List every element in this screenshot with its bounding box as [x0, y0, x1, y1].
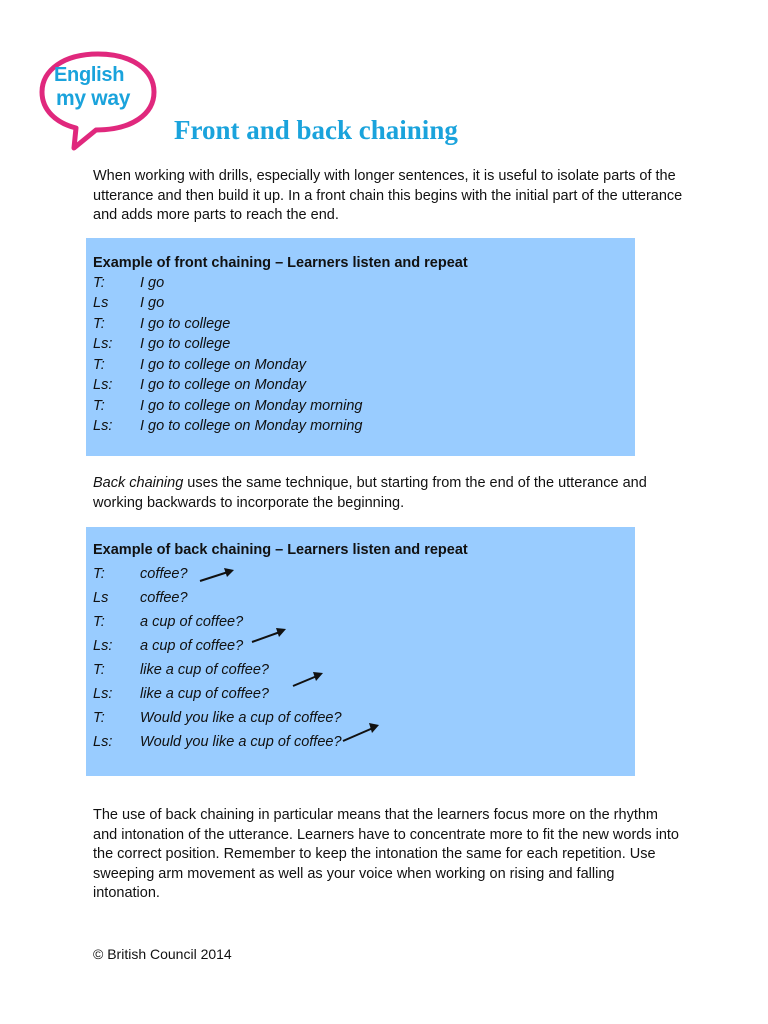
rising-intonation-arrow-icon — [341, 720, 383, 746]
copyright-footer: © British Council 2014 — [93, 946, 232, 962]
speaker: T: — [93, 275, 105, 291]
utterance: I go to college on Monday — [140, 357, 307, 373]
back-chaining-box — [86, 527, 635, 776]
speaker: T: — [93, 398, 105, 414]
english-my-way-logo — [36, 48, 160, 152]
utterance: a cup of coffee? — [140, 614, 244, 630]
utterance: I go to college on Monday morning — [140, 418, 363, 434]
speaker: Ls: — [93, 638, 113, 654]
logo-line-1: English — [54, 64, 125, 86]
utterance: coffee? — [140, 590, 188, 606]
speaker: T: — [93, 662, 105, 678]
utterance: a cup of coffee? — [140, 638, 244, 654]
back-chaining-paragraph — [93, 474, 683, 513]
utterance: I go to college — [140, 316, 231, 332]
conclusion-paragraph: The use of back chaining in particular means that the learners focus more on the rhythm and intonation of the utterance. Learners have to concentrate more to fit the new words into the correct position. Remember to keep the intonation the same for each repetition. Use sweeping arm movement as well as your voice when working on rising and falling intonation. — [93, 807, 679, 902]
back-chaining-term: Back chaining — [93, 475, 184, 491]
utterance: Would you like a cup of coffee? — [140, 710, 342, 726]
utterance: Would you like a cup of coffee? — [140, 734, 342, 750]
speaker: Ls — [93, 295, 109, 311]
speaker: Ls — [93, 590, 109, 606]
utterance: like a cup of coffee? — [140, 686, 269, 702]
logo-line-2: my way — [56, 87, 131, 110]
utterance: I go — [140, 295, 165, 311]
speaker: Ls: — [93, 734, 113, 750]
back-chaining-text: uses the same technique, but starting from the end of the utterance and working backwards to incorporate the beginning. — [93, 475, 647, 511]
speaker: T: — [93, 357, 105, 373]
speaker: T: — [93, 316, 105, 332]
utterance: like a cup of coffee? — [140, 662, 269, 678]
speaker: Ls: — [93, 336, 113, 352]
front-chaining-heading: Example of front chaining – Learners listen and repeat — [93, 255, 468, 271]
page-title: Front and back chaining — [174, 115, 458, 145]
speaker: Ls: — [93, 686, 113, 702]
utterance: coffee? — [140, 566, 188, 582]
back-chaining-heading: Example of back chaining – Learners listen and repeat — [93, 542, 468, 558]
intro-paragraph: When working with drills, especially with longer sentences, it is useful to isolate parts of the utterance and then build it up. In a front chain this begins with the initial part of the utterance and adds more parts to reach the end. — [93, 168, 683, 224]
rising-intonation-arrow-icon — [250, 625, 290, 647]
utterance: I go to college on Monday morning — [140, 398, 363, 414]
rising-intonation-arrow-icon — [291, 669, 327, 691]
utterance: I go to college on Monday — [140, 377, 307, 393]
speaker: T: — [93, 566, 105, 582]
front-chaining-box — [86, 238, 635, 456]
utterance: I go to college — [140, 336, 231, 352]
speaker: T: — [93, 614, 105, 630]
speaker: Ls: — [93, 377, 113, 393]
speaker: Ls: — [93, 418, 113, 434]
rising-intonation-arrow-icon — [198, 565, 238, 585]
utterance: I go — [140, 275, 165, 291]
speaker: T: — [93, 710, 105, 726]
